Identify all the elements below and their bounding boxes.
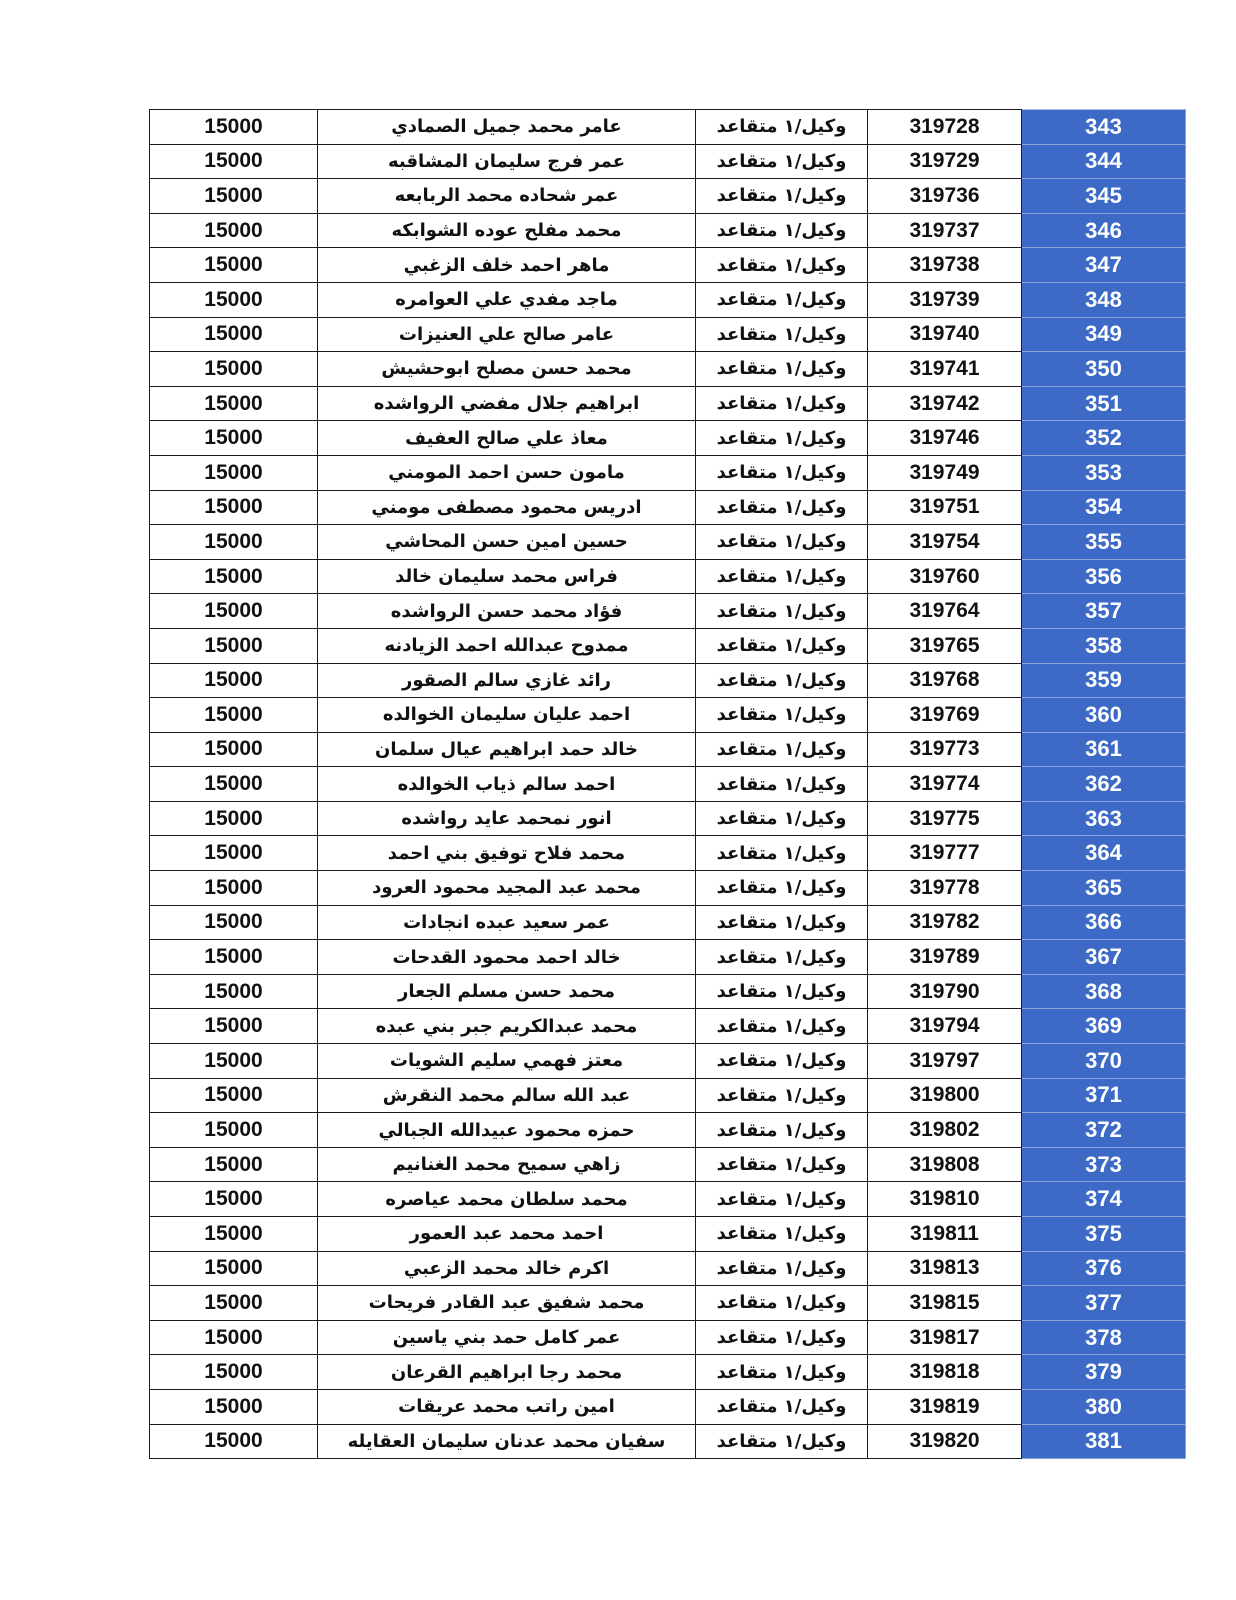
rank-cell: وكيل/١ متقاعد [696, 594, 868, 629]
sequence-number-cell: 363 [1022, 801, 1186, 836]
name-cell: عامر صالح علي العنيزات [318, 317, 696, 352]
name-cell: محمد رجا ابراهيم القرعان [318, 1355, 696, 1390]
sequence-number-cell: 355 [1022, 525, 1186, 560]
rank-cell: وكيل/١ متقاعد [696, 317, 868, 352]
amount-cell: 15000 [150, 698, 318, 733]
name-cell: سفيان محمد عدنان سليمان العقايله [318, 1424, 696, 1459]
military-number-cell: 319749 [868, 455, 1022, 490]
sequence-number-cell: 345 [1022, 179, 1186, 214]
table-row [150, 940, 1186, 975]
amount-cell: 15000 [150, 213, 318, 248]
table-row [150, 974, 1186, 1009]
amount-cell: 15000 [150, 1355, 318, 1390]
sequence-number-cell: 362 [1022, 767, 1186, 802]
rank-cell: وكيل/١ متقاعد [696, 1078, 868, 1113]
rank-cell: وكيل/١ متقاعد [696, 628, 868, 663]
rank-cell: وكيل/١ متقاعد [696, 871, 868, 906]
name-cell: عمر سعيد عبده انجادات [318, 905, 696, 940]
rank-cell: وكيل/١ متقاعد [696, 767, 868, 802]
military-number-cell: 319773 [868, 732, 1022, 767]
rank-cell: وكيل/١ متقاعد [696, 455, 868, 490]
sequence-number-cell: 368 [1022, 974, 1186, 1009]
name-cell: ممدوح عبدالله احمد الزيادنه [318, 628, 696, 663]
name-cell: خالد حمد ابراهيم عيال سلمان [318, 732, 696, 767]
amount-cell: 15000 [150, 1320, 318, 1355]
amount-cell: 15000 [150, 1113, 318, 1148]
rank-cell: وكيل/١ متقاعد [696, 213, 868, 248]
table-row [150, 1147, 1186, 1182]
amount-cell: 15000 [150, 525, 318, 560]
rank-cell: وكيل/١ متقاعد [696, 801, 868, 836]
amount-cell: 15000 [150, 1147, 318, 1182]
rank-cell: وكيل/١ متقاعد [696, 386, 868, 421]
rank-cell: وكيل/١ متقاعد [696, 144, 868, 179]
sequence-number-cell: 346 [1022, 213, 1186, 248]
sequence-number-cell: 349 [1022, 317, 1186, 352]
sequence-number-cell: 348 [1022, 282, 1186, 317]
name-cell: احمد سالم ذياب الخوالده [318, 767, 696, 802]
rank-cell: وكيل/١ متقاعد [696, 732, 868, 767]
sequence-number-cell: 370 [1022, 1044, 1186, 1079]
sequence-number-cell: 343 [1022, 110, 1186, 145]
military-number-cell: 319808 [868, 1147, 1022, 1182]
amount-cell: 15000 [150, 628, 318, 663]
name-cell: زاهي سميح محمد الغنانيم [318, 1147, 696, 1182]
sequence-number-cell: 359 [1022, 663, 1186, 698]
military-number-cell: 319789 [868, 940, 1022, 975]
sequence-number-cell: 372 [1022, 1113, 1186, 1148]
rank-cell: وكيل/١ متقاعد [696, 352, 868, 387]
sequence-number-cell: 344 [1022, 144, 1186, 179]
table-row [150, 1217, 1186, 1252]
military-number-cell: 319741 [868, 352, 1022, 387]
name-cell: عمر فرج سليمان المشاقبه [318, 144, 696, 179]
military-number-cell: 319736 [868, 179, 1022, 214]
sequence-number-cell: 347 [1022, 248, 1186, 283]
roster-table [149, 109, 1186, 1459]
sequence-number-cell: 353 [1022, 455, 1186, 490]
table-row [150, 594, 1186, 629]
sequence-number-cell: 354 [1022, 490, 1186, 525]
military-number-cell: 319738 [868, 248, 1022, 283]
rank-cell: وكيل/١ متقاعد [696, 1113, 868, 1148]
rank-cell: وكيل/١ متقاعد [696, 1355, 868, 1390]
table-row [150, 1251, 1186, 1286]
table-row [150, 525, 1186, 560]
military-number-cell: 319815 [868, 1286, 1022, 1321]
name-cell: امين راتب محمد عريقات [318, 1389, 696, 1424]
amount-cell: 15000 [150, 1217, 318, 1252]
military-number-cell: 319802 [868, 1113, 1022, 1148]
table-row [150, 698, 1186, 733]
name-cell: احمد عليان سليمان الخوالده [318, 698, 696, 733]
military-number-cell: 319777 [868, 836, 1022, 871]
rank-cell: وكيل/١ متقاعد [696, 905, 868, 940]
amount-cell: 15000 [150, 1078, 318, 1113]
military-number-cell: 319775 [868, 801, 1022, 836]
sequence-number-cell: 369 [1022, 1009, 1186, 1044]
military-number-cell: 319813 [868, 1251, 1022, 1286]
amount-cell: 15000 [150, 871, 318, 906]
table-row [150, 767, 1186, 802]
military-number-cell: 319768 [868, 663, 1022, 698]
military-number-cell: 319797 [868, 1044, 1022, 1079]
military-number-cell: 319740 [868, 317, 1022, 352]
table-row [150, 1113, 1186, 1148]
military-number-cell: 319739 [868, 282, 1022, 317]
military-number-cell: 319811 [868, 1217, 1022, 1252]
sequence-number-cell: 378 [1022, 1320, 1186, 1355]
amount-cell: 15000 [150, 559, 318, 594]
sequence-number-cell: 380 [1022, 1389, 1186, 1424]
amount-cell: 15000 [150, 974, 318, 1009]
rank-cell: وكيل/١ متقاعد [696, 1217, 868, 1252]
name-cell: حسين امين حسن المحاشي [318, 525, 696, 560]
military-number-cell: 319737 [868, 213, 1022, 248]
sequence-number-cell: 357 [1022, 594, 1186, 629]
table-row [150, 455, 1186, 490]
sequence-number-cell: 358 [1022, 628, 1186, 663]
military-number-cell: 319782 [868, 905, 1022, 940]
sequence-number-cell: 381 [1022, 1424, 1186, 1459]
military-number-cell: 319800 [868, 1078, 1022, 1113]
table-row [150, 905, 1186, 940]
amount-cell: 15000 [150, 1286, 318, 1321]
rank-cell: وكيل/١ متقاعد [696, 974, 868, 1009]
amount-cell: 15000 [150, 317, 318, 352]
name-cell: عمر كامل حمد بني ياسين [318, 1320, 696, 1355]
table-row [150, 1424, 1186, 1459]
name-cell: معتز فهمي سليم الشويات [318, 1044, 696, 1079]
name-cell: محمد عبدالكريم جبر بني عبده [318, 1009, 696, 1044]
sequence-number-cell: 365 [1022, 871, 1186, 906]
sequence-number-cell: 361 [1022, 732, 1186, 767]
military-number-cell: 319790 [868, 974, 1022, 1009]
amount-cell: 15000 [150, 594, 318, 629]
amount-cell: 15000 [150, 836, 318, 871]
table-row [150, 1009, 1186, 1044]
table-row [150, 144, 1186, 179]
amount-cell: 15000 [150, 1044, 318, 1079]
military-number-cell: 319760 [868, 559, 1022, 594]
amount-cell: 15000 [150, 801, 318, 836]
rank-cell: وكيل/١ متقاعد [696, 663, 868, 698]
table-row [150, 801, 1186, 836]
table-row [150, 421, 1186, 456]
amount-cell: 15000 [150, 1009, 318, 1044]
military-number-cell: 319817 [868, 1320, 1022, 1355]
rank-cell: وكيل/١ متقاعد [696, 559, 868, 594]
military-number-cell: 319765 [868, 628, 1022, 663]
table-row [150, 110, 1186, 145]
name-cell: ماجد مفدي علي العوامره [318, 282, 696, 317]
name-cell: احمد محمد عبد العمور [318, 1217, 696, 1252]
amount-cell: 15000 [150, 110, 318, 145]
amount-cell: 15000 [150, 490, 318, 525]
rank-cell: وكيل/١ متقاعد [696, 490, 868, 525]
military-number-cell: 319818 [868, 1355, 1022, 1390]
table-row [150, 213, 1186, 248]
rank-cell: وكيل/١ متقاعد [696, 1320, 868, 1355]
rank-cell: وكيل/١ متقاعد [696, 1009, 868, 1044]
rank-cell: وكيل/١ متقاعد [696, 1286, 868, 1321]
military-number-cell: 319769 [868, 698, 1022, 733]
sequence-number-cell: 379 [1022, 1355, 1186, 1390]
name-cell: عبد الله سالم محمد النقرش [318, 1078, 696, 1113]
rank-cell: وكيل/١ متقاعد [696, 110, 868, 145]
document-page [149, 109, 1186, 1459]
amount-cell: 15000 [150, 1251, 318, 1286]
sequence-number-cell: 364 [1022, 836, 1186, 871]
rank-cell: وكيل/١ متقاعد [696, 1424, 868, 1459]
name-cell: عامر محمد جميل الصمادي [318, 110, 696, 145]
rank-cell: وكيل/١ متقاعد [696, 1147, 868, 1182]
amount-cell: 15000 [150, 248, 318, 283]
amount-cell: 15000 [150, 767, 318, 802]
name-cell: محمد عبد المجيد محمود العرود [318, 871, 696, 906]
table-row [150, 490, 1186, 525]
table-row [150, 317, 1186, 352]
rank-cell: وكيل/١ متقاعد [696, 525, 868, 560]
military-number-cell: 319746 [868, 421, 1022, 456]
name-cell: ادريس محمود مصطفى مومني [318, 490, 696, 525]
name-cell: محمد فلاح توفيق بني احمد [318, 836, 696, 871]
name-cell: محمد شفيق عبد القادر فريحات [318, 1286, 696, 1321]
amount-cell: 15000 [150, 1389, 318, 1424]
name-cell: معاذ علي صالح العفيف [318, 421, 696, 456]
rank-cell: وكيل/١ متقاعد [696, 1389, 868, 1424]
name-cell: خالد احمد محمود القدحات [318, 940, 696, 975]
rank-cell: وكيل/١ متقاعد [696, 1182, 868, 1217]
military-number-cell: 319728 [868, 110, 1022, 145]
amount-cell: 15000 [150, 455, 318, 490]
amount-cell: 15000 [150, 421, 318, 456]
table-row [150, 1389, 1186, 1424]
amount-cell: 15000 [150, 352, 318, 387]
amount-cell: 15000 [150, 282, 318, 317]
table-row [150, 1286, 1186, 1321]
name-cell: عمر شحاده محمد الربابعه [318, 179, 696, 214]
table-row [150, 1355, 1186, 1390]
table-row [150, 179, 1186, 214]
military-number-cell: 319774 [868, 767, 1022, 802]
amount-cell: 15000 [150, 1182, 318, 1217]
table-row [150, 248, 1186, 283]
sequence-number-cell: 376 [1022, 1251, 1186, 1286]
rank-cell: وكيل/١ متقاعد [696, 248, 868, 283]
rank-cell: وكيل/١ متقاعد [696, 1251, 868, 1286]
sequence-number-cell: 360 [1022, 698, 1186, 733]
military-number-cell: 319794 [868, 1009, 1022, 1044]
rank-cell: وكيل/١ متقاعد [696, 179, 868, 214]
table-row [150, 836, 1186, 871]
sequence-number-cell: 375 [1022, 1217, 1186, 1252]
name-cell: اكرم خالد محمد الزعبي [318, 1251, 696, 1286]
military-number-cell: 319778 [868, 871, 1022, 906]
sequence-number-cell: 371 [1022, 1078, 1186, 1113]
sequence-number-cell: 351 [1022, 386, 1186, 421]
name-cell: حمزه محمود عبيدالله الجبالي [318, 1113, 696, 1148]
name-cell: مامون حسن احمد المومني [318, 455, 696, 490]
name-cell: محمد حسن مصلح ابوحشيش [318, 352, 696, 387]
name-cell: ابراهيم جلال مفضي الرواشده [318, 386, 696, 421]
sequence-number-cell: 366 [1022, 905, 1186, 940]
military-number-cell: 319820 [868, 1424, 1022, 1459]
table-row [150, 628, 1186, 663]
table-row [150, 1320, 1186, 1355]
table-row [150, 1044, 1186, 1079]
amount-cell: 15000 [150, 940, 318, 975]
name-cell: فؤاد محمد حسن الرواشده [318, 594, 696, 629]
amount-cell: 15000 [150, 732, 318, 767]
amount-cell: 15000 [150, 1424, 318, 1459]
military-number-cell: 319742 [868, 386, 1022, 421]
military-number-cell: 319810 [868, 1182, 1022, 1217]
table-row [150, 282, 1186, 317]
table-row [150, 663, 1186, 698]
rank-cell: وكيل/١ متقاعد [696, 940, 868, 975]
name-cell: رائد غازي سالم الصقور [318, 663, 696, 698]
sequence-number-cell: 377 [1022, 1286, 1186, 1321]
sequence-number-cell: 352 [1022, 421, 1186, 456]
amount-cell: 15000 [150, 144, 318, 179]
military-number-cell: 319764 [868, 594, 1022, 629]
table-row [150, 732, 1186, 767]
sequence-number-cell: 374 [1022, 1182, 1186, 1217]
amount-cell: 15000 [150, 179, 318, 214]
sequence-number-cell: 350 [1022, 352, 1186, 387]
table-row [150, 1182, 1186, 1217]
rank-cell: وكيل/١ متقاعد [696, 282, 868, 317]
table-row [150, 559, 1186, 594]
amount-cell: 15000 [150, 386, 318, 421]
table-row [150, 352, 1186, 387]
name-cell: محمد حسن مسلم الجعار [318, 974, 696, 1009]
military-number-cell: 319729 [868, 144, 1022, 179]
sequence-number-cell: 367 [1022, 940, 1186, 975]
rank-cell: وكيل/١ متقاعد [696, 421, 868, 456]
military-number-cell: 319751 [868, 490, 1022, 525]
rank-cell: وكيل/١ متقاعد [696, 836, 868, 871]
military-number-cell: 319819 [868, 1389, 1022, 1424]
name-cell: محمد سلطان محمد عياصره [318, 1182, 696, 1217]
rank-cell: وكيل/١ متقاعد [696, 1044, 868, 1079]
name-cell: فراس محمد سليمان خالد [318, 559, 696, 594]
table-row [150, 871, 1186, 906]
amount-cell: 15000 [150, 663, 318, 698]
rank-cell: وكيل/١ متقاعد [696, 698, 868, 733]
roster-table-body [150, 110, 1186, 1459]
table-row [150, 1078, 1186, 1113]
name-cell: انور نمحمد عايد رواشده [318, 801, 696, 836]
sequence-number-cell: 356 [1022, 559, 1186, 594]
amount-cell: 15000 [150, 905, 318, 940]
military-number-cell: 319754 [868, 525, 1022, 560]
name-cell: محمد مفلح عوده الشوابكه [318, 213, 696, 248]
table-row [150, 386, 1186, 421]
sequence-number-cell: 373 [1022, 1147, 1186, 1182]
name-cell: ماهر احمد خلف الزغبي [318, 248, 696, 283]
